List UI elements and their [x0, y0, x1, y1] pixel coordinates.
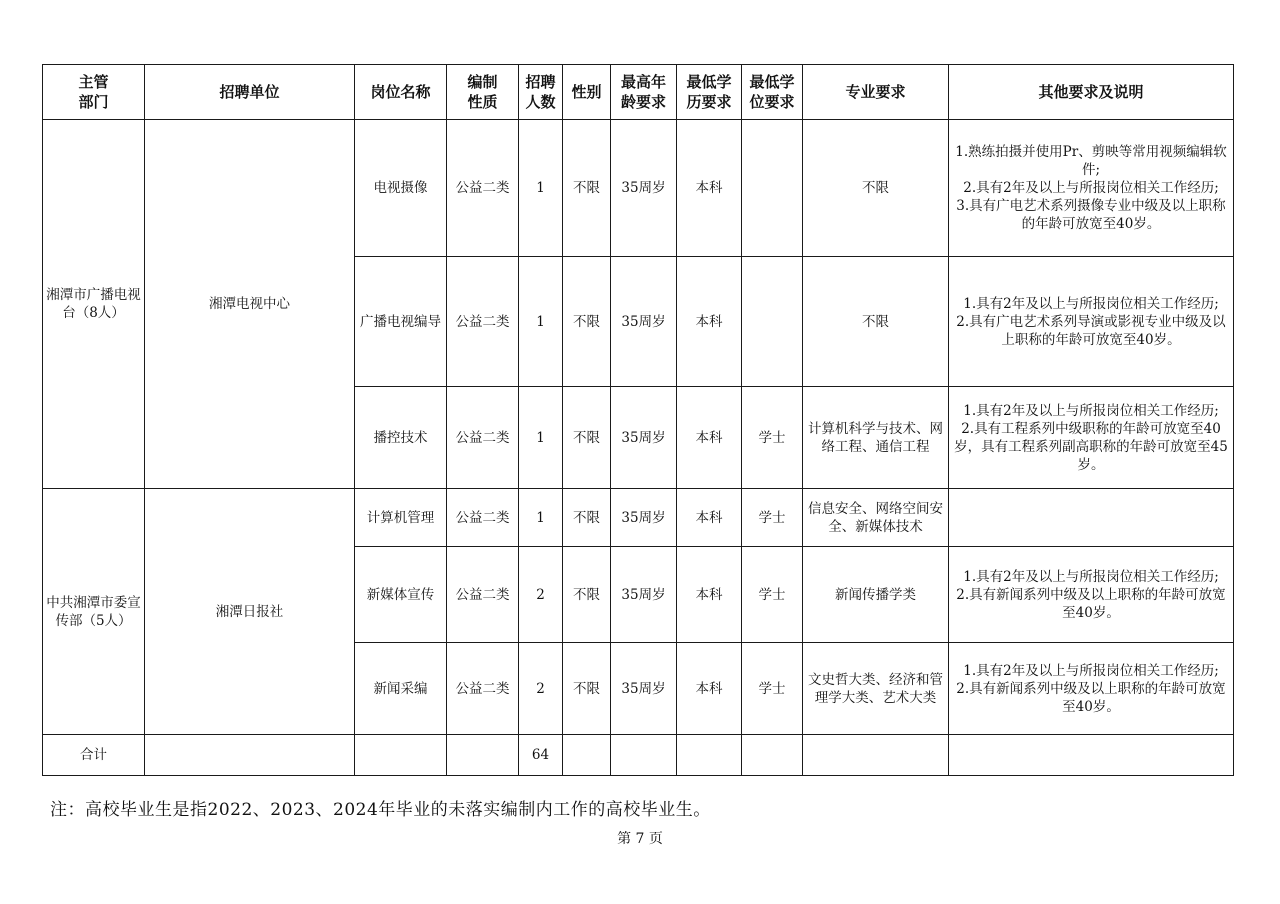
- empty-cell: [803, 735, 949, 776]
- dept-cell: 湘潭市广播电视台（8人）: [43, 120, 145, 489]
- gender-cell: 不限: [563, 257, 611, 387]
- table-row: [43, 489, 1234, 547]
- position-cell: 播控技术: [355, 387, 447, 489]
- footnote: 注：高校毕业生是指2022、2023、2024年毕业的未落实编制内工作的高校毕业生。: [50, 800, 711, 820]
- header-unit: 招聘单位: [145, 65, 355, 120]
- nature-cell: 公益二类: [447, 489, 519, 547]
- gender-cell: 不限: [563, 643, 611, 735]
- empty-cell: [563, 735, 611, 776]
- unit-cell: 湘潭电视中心: [145, 120, 355, 489]
- position-cell: 电视摄像: [355, 120, 447, 257]
- position-cell: 广播电视编导: [355, 257, 447, 387]
- position-cell: 计算机管理: [355, 489, 447, 547]
- other-cell: 1.具有2年及以上与所报岗位相关工作经历; 2.具有工程系列中级职称的年龄可放宽至40岁，具有工程系列副高职称的年龄可放宽至45岁。: [949, 387, 1234, 489]
- edu-cell: 本科: [677, 257, 742, 387]
- nature-cell: 公益二类: [447, 643, 519, 735]
- nature-cell: 公益二类: [447, 257, 519, 387]
- age-cell: 35周岁: [611, 120, 677, 257]
- degree-cell: 学士: [742, 643, 803, 735]
- empty-cell: [742, 735, 803, 776]
- age-cell: 35周岁: [611, 257, 677, 387]
- other-cell: [949, 489, 1234, 547]
- edu-cell: 本科: [677, 120, 742, 257]
- age-cell: 35周岁: [611, 643, 677, 735]
- edu-cell: 本科: [677, 547, 742, 643]
- gender-cell: 不限: [563, 489, 611, 547]
- empty-cell: [355, 735, 447, 776]
- header-position: 岗位名称: [355, 65, 447, 120]
- header-other: 其他要求及说明: [949, 65, 1234, 120]
- count-cell: 2: [519, 547, 563, 643]
- other-cell: 1.具有2年及以上与所报岗位相关工作经历; 2.具有广电艺术系列导演或影视专业中级及以上职称的年龄可放宽至40岁。: [949, 257, 1234, 387]
- other-cell: 1.具有2年及以上与所报岗位相关工作经历; 2.具有新闻系列中级及以上职称的年龄可放宽至40岁。: [949, 547, 1234, 643]
- header-row: [43, 65, 1234, 120]
- header-major: 专业要求: [803, 65, 949, 120]
- empty-cell: [611, 735, 677, 776]
- count-cell: 2: [519, 643, 563, 735]
- age-cell: 35周岁: [611, 547, 677, 643]
- header-dept: 主管 部门: [43, 65, 145, 120]
- total-row: [43, 735, 1234, 776]
- header-gender: 性别: [563, 65, 611, 120]
- dept-cell: 中共湘潭市委宣传部（5人）: [43, 489, 145, 735]
- unit-cell: 湘潭日报社: [145, 489, 355, 735]
- empty-cell: [949, 735, 1234, 776]
- count-cell: 1: [519, 387, 563, 489]
- header-edu: 最低学 历要求: [677, 65, 742, 120]
- page-number: 第 7 页: [617, 831, 663, 847]
- gender-cell: 不限: [563, 120, 611, 257]
- major-cell: 计算机科学与技术、网络工程、通信工程: [803, 387, 949, 489]
- count-cell: 1: [519, 489, 563, 547]
- degree-cell: 学士: [742, 547, 803, 643]
- header-age: 最高年 龄要求: [611, 65, 677, 120]
- empty-cell: [677, 735, 742, 776]
- major-cell: 不限: [803, 257, 949, 387]
- nature-cell: 公益二类: [447, 387, 519, 489]
- degree-cell: [742, 257, 803, 387]
- degree-cell: 学士: [742, 387, 803, 489]
- total-label: 合计: [43, 735, 145, 776]
- edu-cell: 本科: [677, 489, 742, 547]
- major-cell: 新闻传播学类: [803, 547, 949, 643]
- age-cell: 35周岁: [611, 489, 677, 547]
- count-cell: 1: [519, 257, 563, 387]
- major-cell: 文史哲大类、经济和管理学大类、艺术大类: [803, 643, 949, 735]
- gender-cell: 不限: [563, 387, 611, 489]
- total-count: 64: [519, 735, 563, 776]
- recruitment-table: [42, 64, 1234, 776]
- other-cell: 1.熟练拍摄并使用Pr、剪映等常用视频编辑软件; 2.具有2年及以上与所报岗位相关工作经历; 3.具有广电艺术系列摄像专业中级及以上职称的年龄可放宽至40岁。: [949, 120, 1234, 257]
- empty-cell: [145, 735, 355, 776]
- major-cell: 不限: [803, 120, 949, 257]
- degree-cell: [742, 120, 803, 257]
- edu-cell: 本科: [677, 387, 742, 489]
- count-cell: 1: [519, 120, 563, 257]
- header-nature: 编制 性质: [447, 65, 519, 120]
- position-cell: 新闻采编: [355, 643, 447, 735]
- nature-cell: 公益二类: [447, 547, 519, 643]
- nature-cell: 公益二类: [447, 120, 519, 257]
- header-degree: 最低学 位要求: [742, 65, 803, 120]
- gender-cell: 不限: [563, 547, 611, 643]
- age-cell: 35周岁: [611, 387, 677, 489]
- table-row: [43, 120, 1234, 257]
- header-count: 招聘 人数: [519, 65, 563, 120]
- position-cell: 新媒体宣传: [355, 547, 447, 643]
- other-cell: 1.具有2年及以上与所报岗位相关工作经历; 2.具有新闻系列中级及以上职称的年龄可放宽至40岁。: [949, 643, 1234, 735]
- empty-cell: [447, 735, 519, 776]
- edu-cell: 本科: [677, 643, 742, 735]
- major-cell: 信息安全、网络空间安全、新媒体技术: [803, 489, 949, 547]
- degree-cell: 学士: [742, 489, 803, 547]
